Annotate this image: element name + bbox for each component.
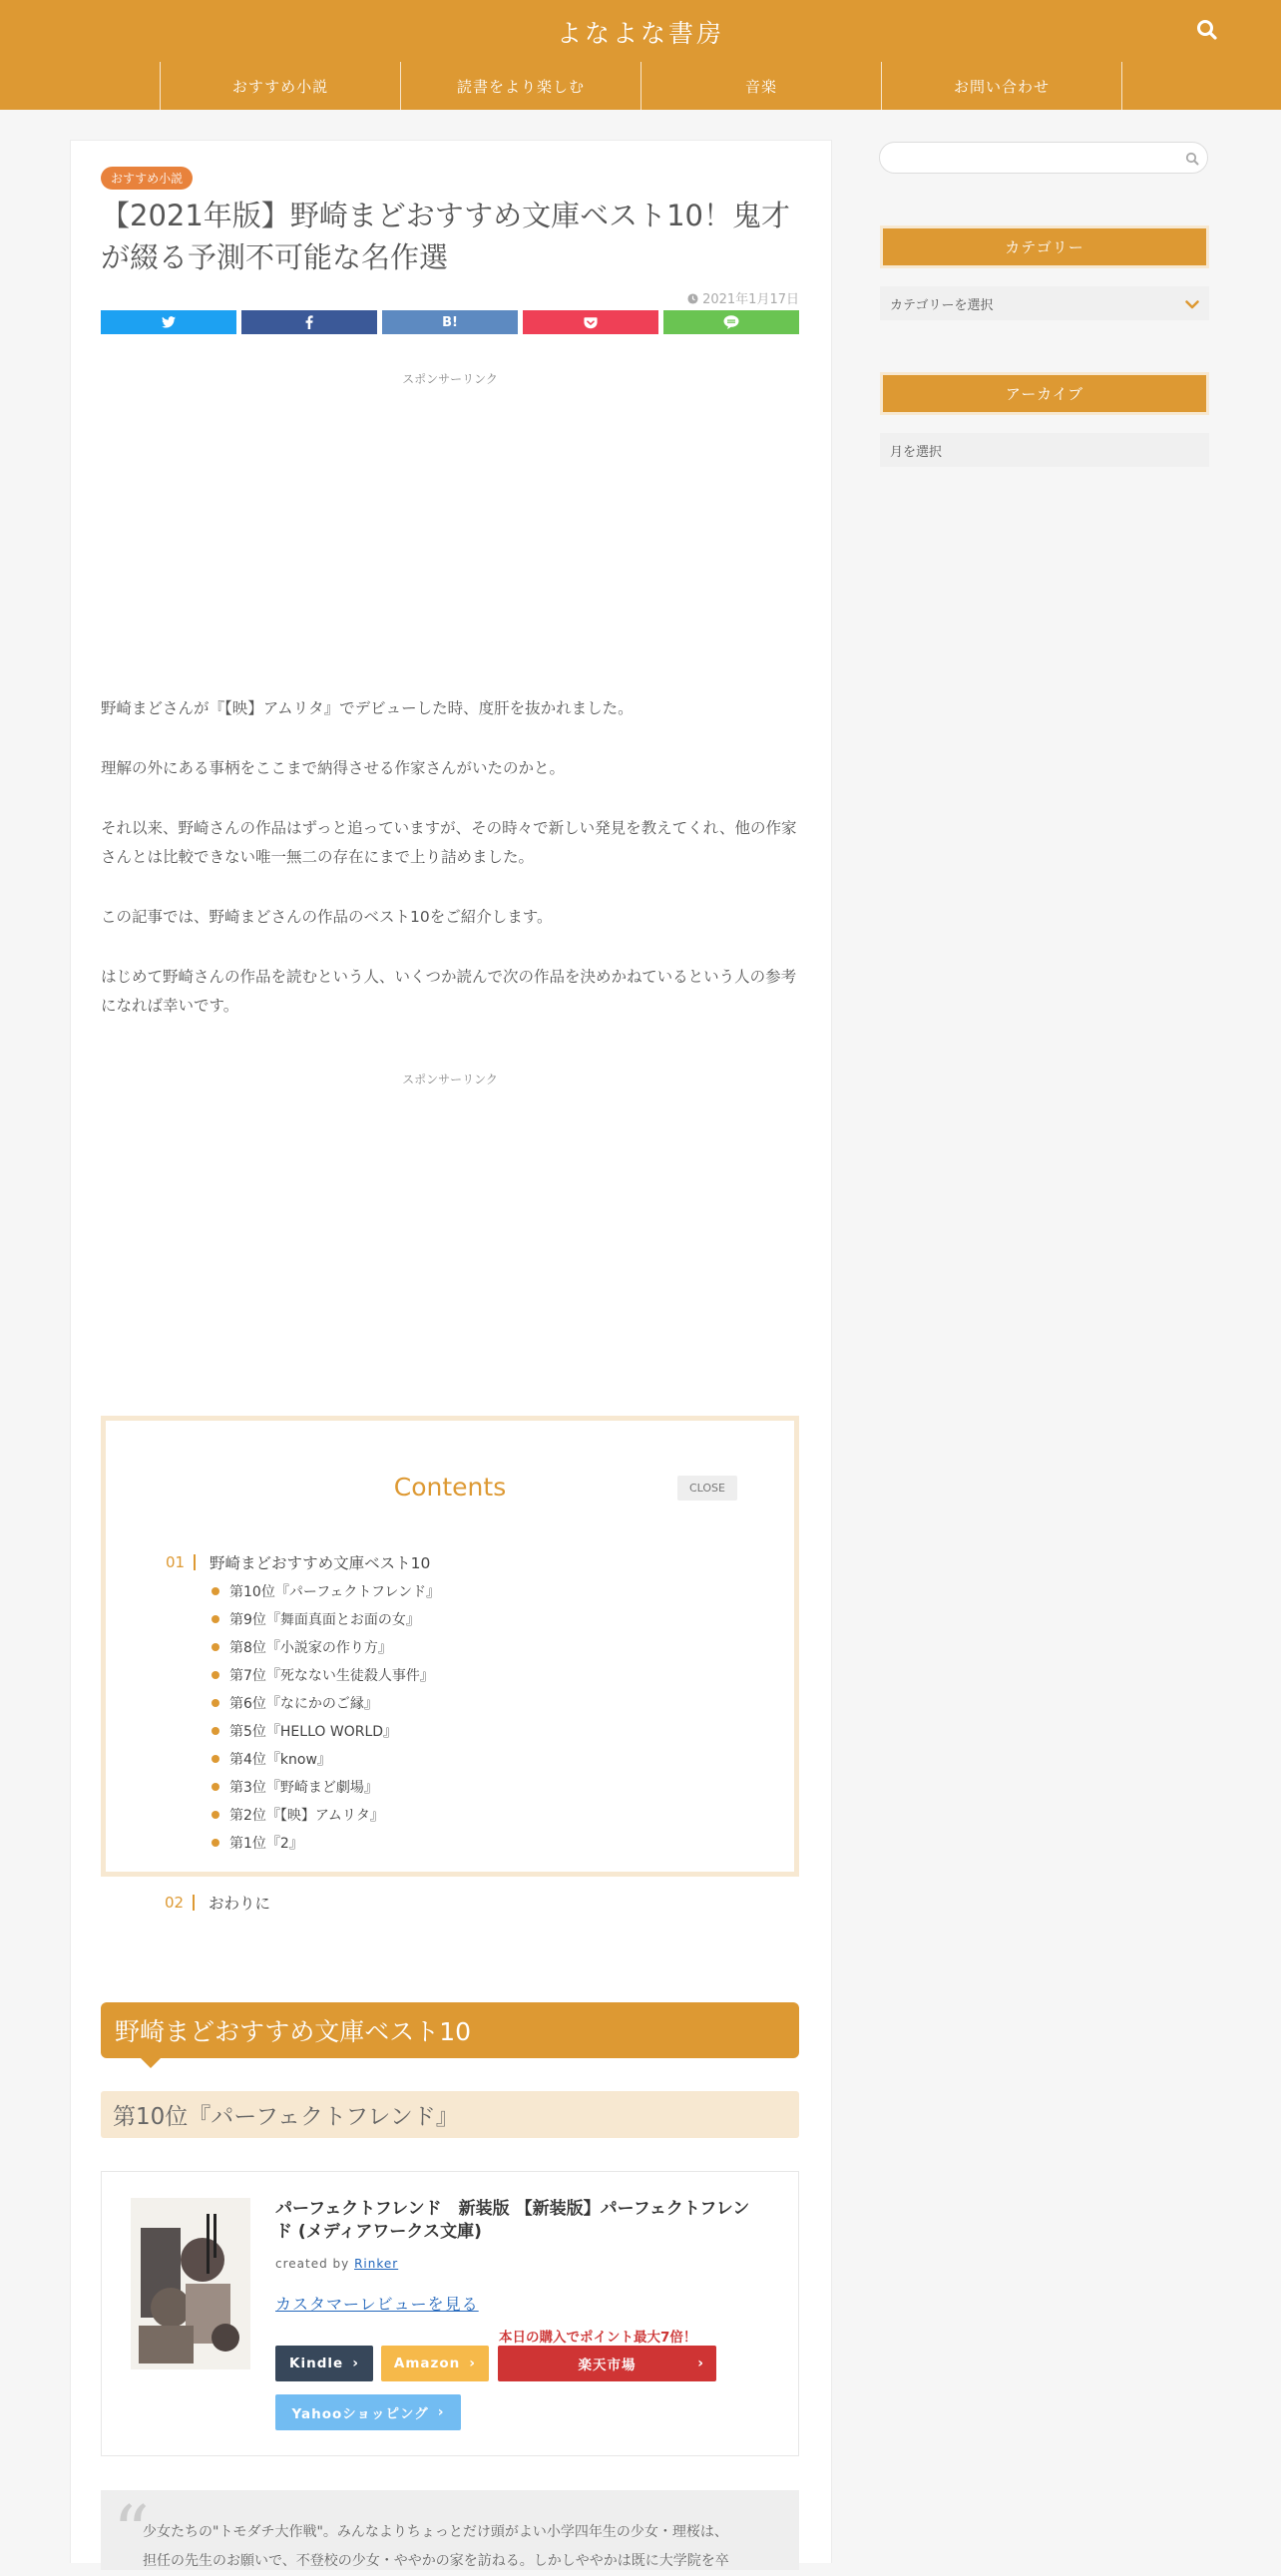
toc-close-button[interactable]: CLOSE (677, 1476, 737, 1501)
toc-subitem-label: 第10位『パーフェクトフレンド』 (229, 1584, 441, 1600)
bullet-icon (212, 1727, 219, 1735)
toc-item-label: おわりに (209, 1895, 271, 1913)
toc-number: 01 (166, 1553, 186, 1571)
toc-subitem[interactable] (212, 1833, 303, 1853)
bullet-icon (212, 1755, 219, 1763)
line-icon (723, 315, 739, 329)
kindle-label: Kindle (289, 2356, 344, 2371)
global-nav (160, 62, 1122, 110)
bullet-icon (212, 1671, 219, 1679)
rakuten-button[interactable] (498, 2346, 716, 2381)
share-hatena-button[interactable] (382, 310, 518, 334)
quote-icon: “ (113, 2490, 150, 2574)
toc-number: 02 (165, 1894, 185, 1912)
toc-subitem[interactable] (212, 1581, 440, 1601)
toc-item-label: 野崎まどおすすめ文庫ベスト10 (210, 1554, 431, 1572)
category-select-value: カテゴリーを選択 (890, 297, 994, 313)
product-title[interactable]: パーフェクトフレンド 新装版 【新装版】パーフェクトフレンド (メディアワークス文庫) (275, 2199, 750, 2242)
chevron-right-icon: › (469, 2356, 477, 2371)
article (70, 140, 832, 2574)
book-blurb-quote (101, 2490, 799, 2574)
category-badge[interactable]: おすすめ小説 (101, 167, 193, 190)
book-cover-image[interactable] (131, 2198, 250, 2369)
paragraph: はじめて野崎さんの作品を読むという人、いくつか読んで次の作品を決めかねているという人の参考になれば幸いです。 (101, 968, 797, 1015)
toc-subitem-label: 第6位『なにかのご縁』 (229, 1696, 378, 1712)
toc-subitem-label: 第9位『舞面真面とお面の女』 (229, 1612, 420, 1628)
clock-icon (687, 293, 698, 304)
search-icon[interactable] (1195, 18, 1219, 42)
category-select[interactable] (880, 286, 1209, 320)
quote-text (143, 2518, 776, 2576)
sponsored-label: スポンサーリンク (402, 372, 498, 386)
toc-subitem[interactable] (212, 1721, 397, 1741)
paragraph: 理解の外にある事柄をここまで納得させる作家さんがいたのかと。 (101, 759, 566, 777)
quote-line: 担任の先生のお願いで、不登校の少女・ややかの家を訪ねる。しかしややかは既に大学院を卒 (143, 2553, 729, 2569)
bullet-icon (212, 1783, 219, 1791)
toc-subitem[interactable] (212, 1609, 420, 1629)
kindle-button[interactable] (275, 2346, 373, 2381)
toc-subitem[interactable] (212, 1749, 331, 1769)
toc-subitem-label: 第2位『【映】アムリタ』 (229, 1808, 384, 1824)
site-header (0, 0, 1281, 110)
toc-title: Contents (393, 1473, 507, 1502)
bullet-icon (212, 1615, 219, 1623)
site-title[interactable]: よなよな書房 (556, 19, 724, 48)
toc-subitem[interactable] (212, 1693, 378, 1713)
toc-divider (193, 1895, 195, 1911)
facebook-icon (305, 315, 313, 329)
paragraph: 野崎まどさんが『【映】アムリタ』でデビューした時、度肝を抜かれました。 (101, 699, 634, 717)
bullet-icon (212, 1587, 219, 1595)
nav-item-enjoy-reading[interactable]: 読書をより楽しむ (401, 62, 641, 110)
archive-widget-title: アーカイブ (880, 372, 1209, 415)
toc-subitem-label: 第1位『2』 (229, 1836, 303, 1852)
toc-subitem[interactable] (212, 1805, 384, 1825)
section-heading-ranking: 野崎まどおすすめ文庫ベスト10 (101, 2002, 799, 2058)
archive-select[interactable] (880, 433, 1209, 467)
chevron-down-icon (1185, 298, 1199, 313)
chevron-right-icon: › (352, 2356, 359, 2371)
article-body (101, 694, 799, 1052)
post-date (687, 288, 799, 307)
chevron-right-icon: › (697, 2356, 704, 2371)
search-icon[interactable] (1185, 151, 1199, 170)
paragraph: この記事では、野崎まどさんの作品のベスト10をご紹介します。 (101, 908, 553, 926)
nav-item-contact[interactable]: お問い合わせ (882, 62, 1122, 110)
sidebar-search-input[interactable] (879, 142, 1208, 174)
toc-subitem[interactable] (212, 1777, 378, 1797)
customer-review-link[interactable]: カスタマーレビューを見る (275, 2295, 479, 2314)
subheading-rank-10: 第10位『パーフェクトフレンド』 (101, 2091, 799, 2138)
toc-subitem-label: 第5位『HELLO WORLD』 (229, 1724, 398, 1740)
sponsored-label: スポンサーリンク (402, 1073, 498, 1086)
nav-item-music[interactable]: 音楽 (641, 62, 882, 110)
bullet-icon (212, 1643, 219, 1651)
product-box (101, 2171, 799, 2456)
heading-arrow (139, 2056, 163, 2068)
twitter-icon (162, 316, 176, 328)
paragraph: それ以来、野崎さんの作品はずっと追っていますが、その時々で新しい発見を教えてくれ、他の作家さんとは比較できない唯一無二の存在にまで上り詰めました。 (101, 819, 797, 866)
toc-divider (194, 1554, 196, 1570)
toc-subitem-label: 第3位『野崎まど劇場』 (229, 1780, 378, 1796)
rakuten-label: 楽天市場 (578, 2358, 637, 2373)
toc-subitem[interactable] (212, 1665, 434, 1685)
share-line-button[interactable] (663, 310, 799, 334)
category-widget-title: カテゴリー (880, 225, 1209, 268)
toc-subitem-label: 第7位『死なない生徒殺人事件』 (229, 1668, 434, 1684)
quote-line: 少女たちの"トモダチ大作戦"。みんなよりちょっとだけ頭がよい小学四年生の少女・理桜は、 (143, 2524, 728, 2540)
nav-item-recommended-novels[interactable]: おすすめ小説 (161, 62, 401, 110)
archive-select-value: 月を選択 (890, 444, 943, 460)
toc-subitem-label: 第8位『小説家の作り方』 (229, 1640, 392, 1656)
created-by-prefix: created by (275, 2257, 355, 2271)
article-title: 【2021年版】野崎まどおすすめ文庫ベスト10！鬼才が綴る予測不可能な名作選 (101, 199, 790, 275)
yahoo-shopping-button[interactable] (275, 2394, 461, 2430)
amazon-label: Amazon (393, 2356, 461, 2371)
pocket-icon (584, 316, 598, 329)
toc-subitem[interactable] (212, 1637, 392, 1657)
bullet-icon (212, 1839, 219, 1847)
bullet-icon (212, 1699, 219, 1707)
yahoo-label: Yahooショッピング (291, 2406, 429, 2422)
share-facebook-button[interactable] (241, 310, 377, 334)
toc-item-ranking[interactable] (166, 1551, 430, 1573)
bullet-icon (212, 1811, 219, 1819)
table-of-contents (101, 1416, 799, 1877)
hatena-icon: B! (442, 314, 458, 330)
amazon-button[interactable] (381, 2346, 489, 2381)
toc-item-conclusion[interactable] (165, 1892, 270, 1914)
share-pocket-button[interactable] (523, 310, 658, 334)
rinker-link[interactable]: Rinker (354, 2257, 399, 2271)
chevron-right-icon: › (437, 2404, 445, 2420)
campaign-text: 本日の購入でポイント最大7倍！ (499, 2330, 697, 2346)
toc-subitem-label: 第4位『know』 (229, 1752, 331, 1768)
share-twitter-button[interactable] (101, 310, 236, 334)
post-date-text: 2021年1月17日 (702, 292, 799, 307)
share-buttons (101, 310, 799, 334)
created-by (275, 2257, 398, 2271)
